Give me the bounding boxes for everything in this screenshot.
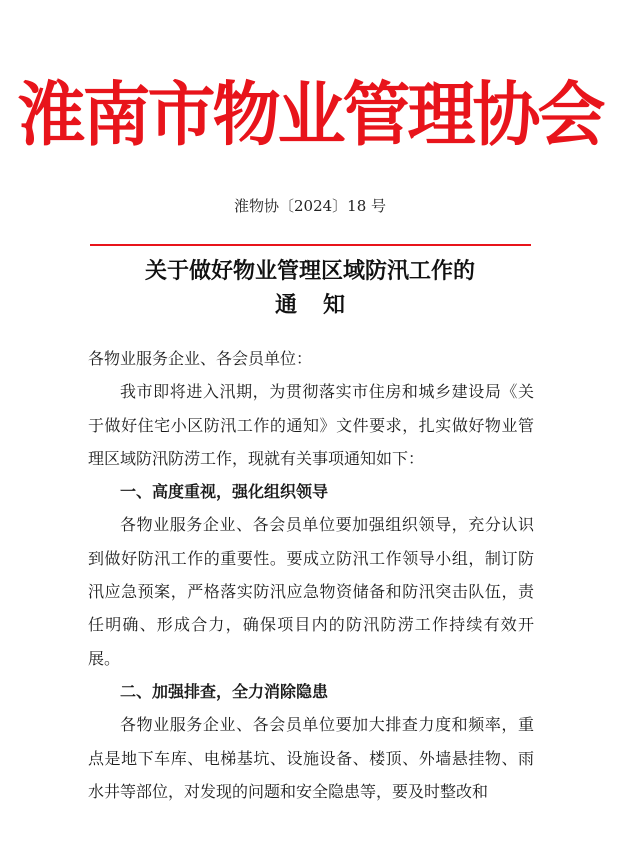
section-1-paragraph: 各物业服务企业、各会员单位要加强组织领导，充分认识到做好防汛工作的重要性。要成立防汛工作领导小组，制订防汛应急预案，严格落实防汛应急物资储备和防汛突击队伍，责任明确、形成合力，确保项目内的防汛防涝工作持续有效开展。 <box>88 515 534 668</box>
salutation: 各物业服务企业、各会员单位： <box>88 349 313 368</box>
document-title <box>0 255 620 323</box>
section-2-paragraph: 各物业服务企业、各会员单位要加大排查力度和频率，重点是地下车库、电梯基坑、设施设备、楼顶、外墙悬挂物、雨水井等部位，对发现的问题和安全隐患等，要及时整改和 <box>88 715 534 801</box>
organization-letterhead: 淮南市物业管理协会 <box>17 75 603 156</box>
section-2-heading: 二、加强排查，全力消除隐患 <box>120 681 329 701</box>
document-number: 淮物协〔2024〕18 号 <box>233 197 387 215</box>
intro-paragraph: 我市即将进入汛期，为贯彻落实市住房和城乡建设局《关于做好住宅小区防汛工作的通知》文件要求，扎实做好物业管理区域防汛防涝工作，现就有关事项通知如下： <box>88 382 534 468</box>
document-title-line2: 通知 <box>274 293 371 318</box>
document-body <box>88 342 534 808</box>
document-title-line1: 关于做好物业管理区域防汛工作的 <box>144 259 475 284</box>
section-1-heading: 一、高度重视，强化组织领导 <box>120 482 329 502</box>
red-divider-line <box>90 244 531 246</box>
